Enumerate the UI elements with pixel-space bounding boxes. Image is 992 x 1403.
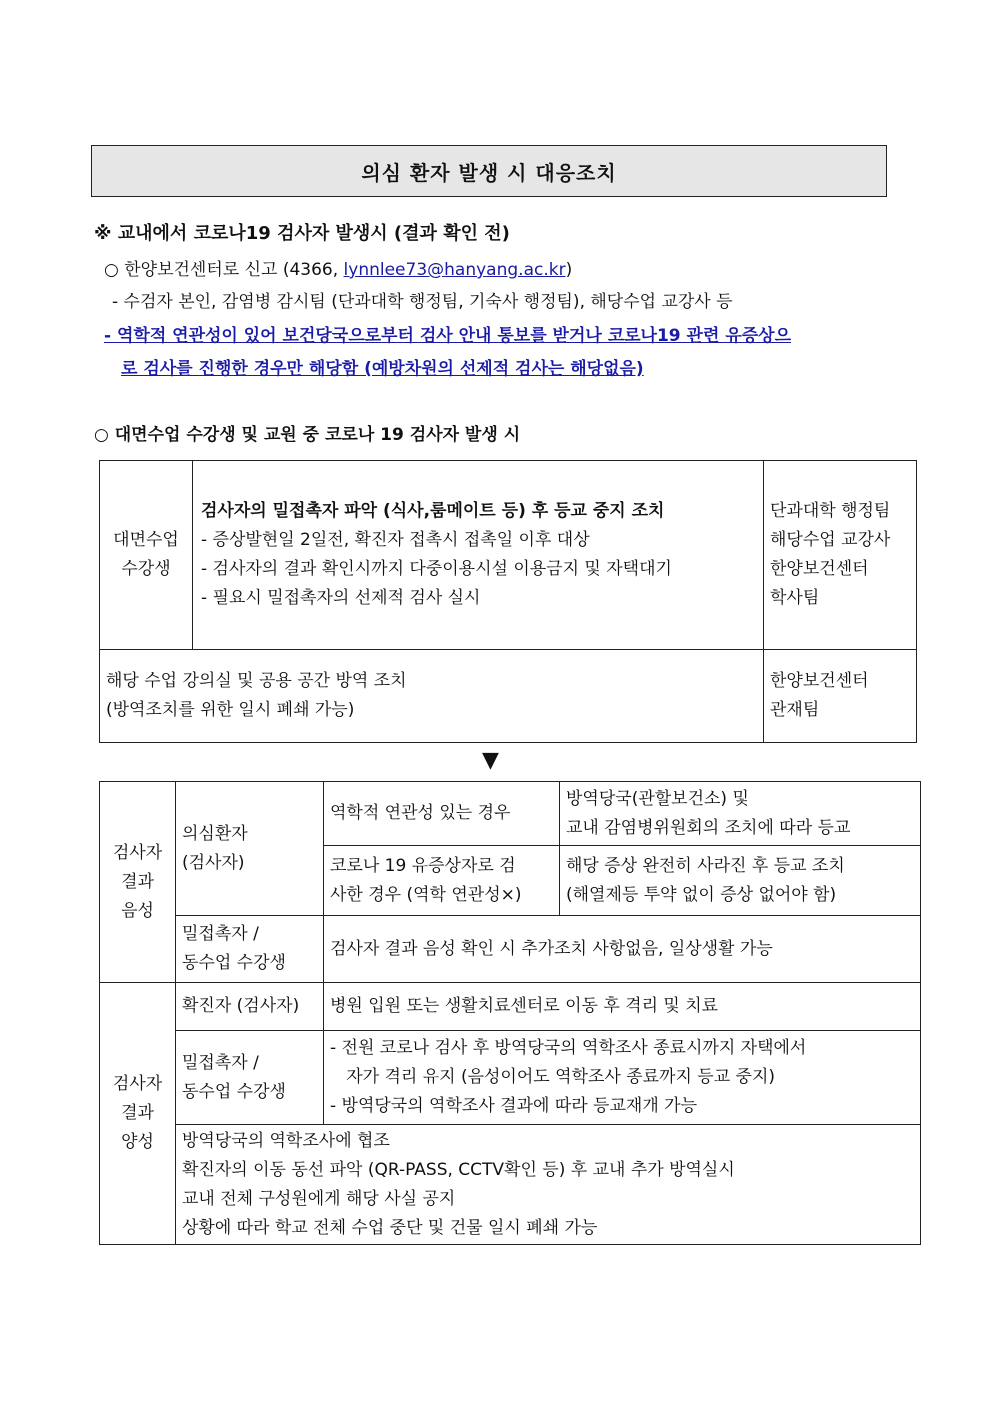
table1-classroom-owner-cell xyxy=(764,650,917,743)
table1-action-title: 검사자의 밀접촉자 파악 (식사,룸메이트 등) 후 등교 중지 조치 xyxy=(201,501,665,521)
suspect-label-line: 의심환자 xyxy=(182,823,248,844)
table1-classroom-line: 해당 수업 강의실 및 공용 공간 방역 조치 xyxy=(106,671,407,691)
response-table-1 xyxy=(99,460,917,743)
pos-contact-action-line: 자가 격리 유지 (음성이어도 역학조사 종료까지 등교 중지) xyxy=(330,1067,776,1087)
targets-line: - 수검자 본인, 감염병 감시팀 (단과대학 행정팀, 기숙사 행정팀), 해당수업 교강사 등 xyxy=(112,292,733,312)
negative-label-line: 음성 xyxy=(121,900,154,921)
neg-contact-action-cell xyxy=(324,916,921,983)
negative-label-line: 결과 xyxy=(121,871,154,892)
table1-owner-line: 단과대학 행정팀 xyxy=(770,501,891,521)
table1-row-classroom xyxy=(100,650,917,743)
note-line-1: - 역학적 연관성이 있어 보건당국으로부터 검사 안내 통보를 받거나 코로나19 관련 유증상으 xyxy=(104,326,792,346)
table1-owner-line: 해당수업 교강사 xyxy=(770,530,891,550)
report-suffix: ) xyxy=(565,260,573,280)
table1-action-cell xyxy=(193,461,764,650)
table1-classroom-line: (방역조치를 위한 일시 폐쇄 가능) xyxy=(106,700,355,720)
section1-heading: ※ 교내에서 코로나19 검사자 발생시 (결과 확인 전) xyxy=(94,223,510,244)
negative-label-line: 검사자 xyxy=(112,842,163,863)
case2-action-line: (해열제등 투약 없이 증상 없어야 함) xyxy=(566,884,837,905)
table1-owner-line: 한양보건센터 xyxy=(770,559,869,579)
table1-row-students xyxy=(100,461,917,650)
case2-condition-cell xyxy=(324,846,560,916)
neg-contact-label-line: 밀접촉자 / xyxy=(182,924,259,944)
table2-row-pos-general xyxy=(100,1125,921,1245)
pos-general-line: 확진자의 이동 동선 파악 (QR-PASS, CCTV확인 등) 후 교내 추가 방역실시 xyxy=(182,1159,735,1180)
report-line xyxy=(104,258,572,282)
table2-row-case1 xyxy=(100,782,921,846)
table1-owner-line: 학사팀 xyxy=(770,588,820,608)
case2-condition-line: 사한 경우 (역학 연관성×) xyxy=(330,884,522,905)
table1-owner-cell xyxy=(764,461,917,650)
neg-contact-action: 검사자 결과 음성 확인 시 추가조치 사항없음, 일상생활 가능 xyxy=(330,938,773,959)
neg-contact-label-line: 동수업 수강생 xyxy=(182,953,286,973)
table1-action-item: - 검사자의 결과 확인시까지 다중이용시설 이용금지 및 자택대기 xyxy=(201,559,672,579)
neg-contact-label-cell xyxy=(176,916,324,983)
table1-label-line: 수강생 xyxy=(121,559,171,579)
pos-general-line: 방역당국의 역학조사에 협조 xyxy=(182,1130,390,1151)
case1-condition-cell xyxy=(324,782,560,846)
page-title: 의심 환자 발생 시 대응조치 xyxy=(91,145,887,197)
report-prefix: ○ 한양보건센터로 신고 (4366, xyxy=(104,260,344,280)
suspect-label-line: (검사자) xyxy=(182,852,245,873)
confirmed-label-cell xyxy=(176,983,324,1031)
positive-label-line: 양성 xyxy=(121,1132,154,1152)
table2-row-pos-contact xyxy=(100,1031,921,1125)
case2-action-line: 해당 증상 완전히 사라진 후 등교 조치 xyxy=(566,855,845,876)
section2-heading: ○ 대면수업 수강생 및 교원 중 코로나 19 검사자 발생 시 xyxy=(94,425,521,445)
note-line-2: 로 검사를 진행한 경우만 해당함 (예방차원의 선제적 검사는 해당없음) xyxy=(121,359,644,379)
down-arrow-icon: ▼ xyxy=(482,748,499,773)
pos-general-line: 상황에 따라 학교 전체 수업 중단 및 건물 일시 폐쇄 가능 xyxy=(182,1217,598,1238)
table1-action-item: - 필요시 밀접촉자의 선제적 검사 실시 xyxy=(201,588,481,608)
table1-action-item: - 증상발현일 2일전, 확진자 접촉시 접촉일 이후 대상 xyxy=(201,530,590,550)
negative-label-cell xyxy=(100,782,176,983)
positive-label-line: 검사자 xyxy=(112,1074,163,1094)
pos-general-cell xyxy=(176,1125,921,1245)
table1-label-line: 대면수업 xyxy=(113,530,179,550)
confirmed-action-cell xyxy=(324,983,921,1031)
case2-action-cell xyxy=(560,846,921,916)
table2-row-confirmed xyxy=(100,983,921,1031)
pos-general-line: 교내 전체 구성원에게 해당 사실 공지 xyxy=(182,1188,456,1209)
case1-action-line: 교내 감염병위원회의 조치에 따라 등교 xyxy=(566,817,851,838)
confirmed-action: 병원 입원 또는 생활치료센터로 이동 후 격리 및 치료 xyxy=(330,996,719,1016)
positive-label-cell xyxy=(100,983,176,1245)
case2-condition-line: 코로나 19 유증상자로 검 xyxy=(330,855,516,876)
table1-label-cell xyxy=(100,461,193,650)
case1-action-line: 방역당국(관할보건소) 및 xyxy=(566,788,749,809)
pos-contact-label-line: 동수업 수강생 xyxy=(182,1081,286,1102)
table2-row-neg-contact xyxy=(100,916,921,983)
response-table-2 xyxy=(99,781,921,1245)
table1-owner-line: 한양보건센터 xyxy=(770,671,869,691)
positive-label-line: 결과 xyxy=(121,1103,154,1123)
pos-contact-label-line: 밀접촉자 / xyxy=(182,1052,259,1073)
pos-contact-action-line: - 전원 코로나 검사 후 방역당국의 역학조사 종료시까지 자택에서 xyxy=(330,1038,807,1058)
suspect-label-cell xyxy=(176,782,324,916)
pos-contact-action-line: - 방역당국의 역학조사 결과에 따라 등교재개 가능 xyxy=(330,1096,697,1116)
table1-classroom-cell xyxy=(100,650,764,743)
pos-contact-action-cell xyxy=(324,1031,921,1125)
pos-contact-label-cell xyxy=(176,1031,324,1125)
case1-action-cell xyxy=(560,782,921,846)
report-email-link[interactable]: lynnlee73@hanyang.ac.kr xyxy=(343,260,566,280)
table1-owner-line: 관재팀 xyxy=(770,700,820,720)
confirmed-label: 확진자 (검사자) xyxy=(182,996,300,1016)
case1-condition: 역학적 연관성 있는 경우 xyxy=(330,803,511,823)
